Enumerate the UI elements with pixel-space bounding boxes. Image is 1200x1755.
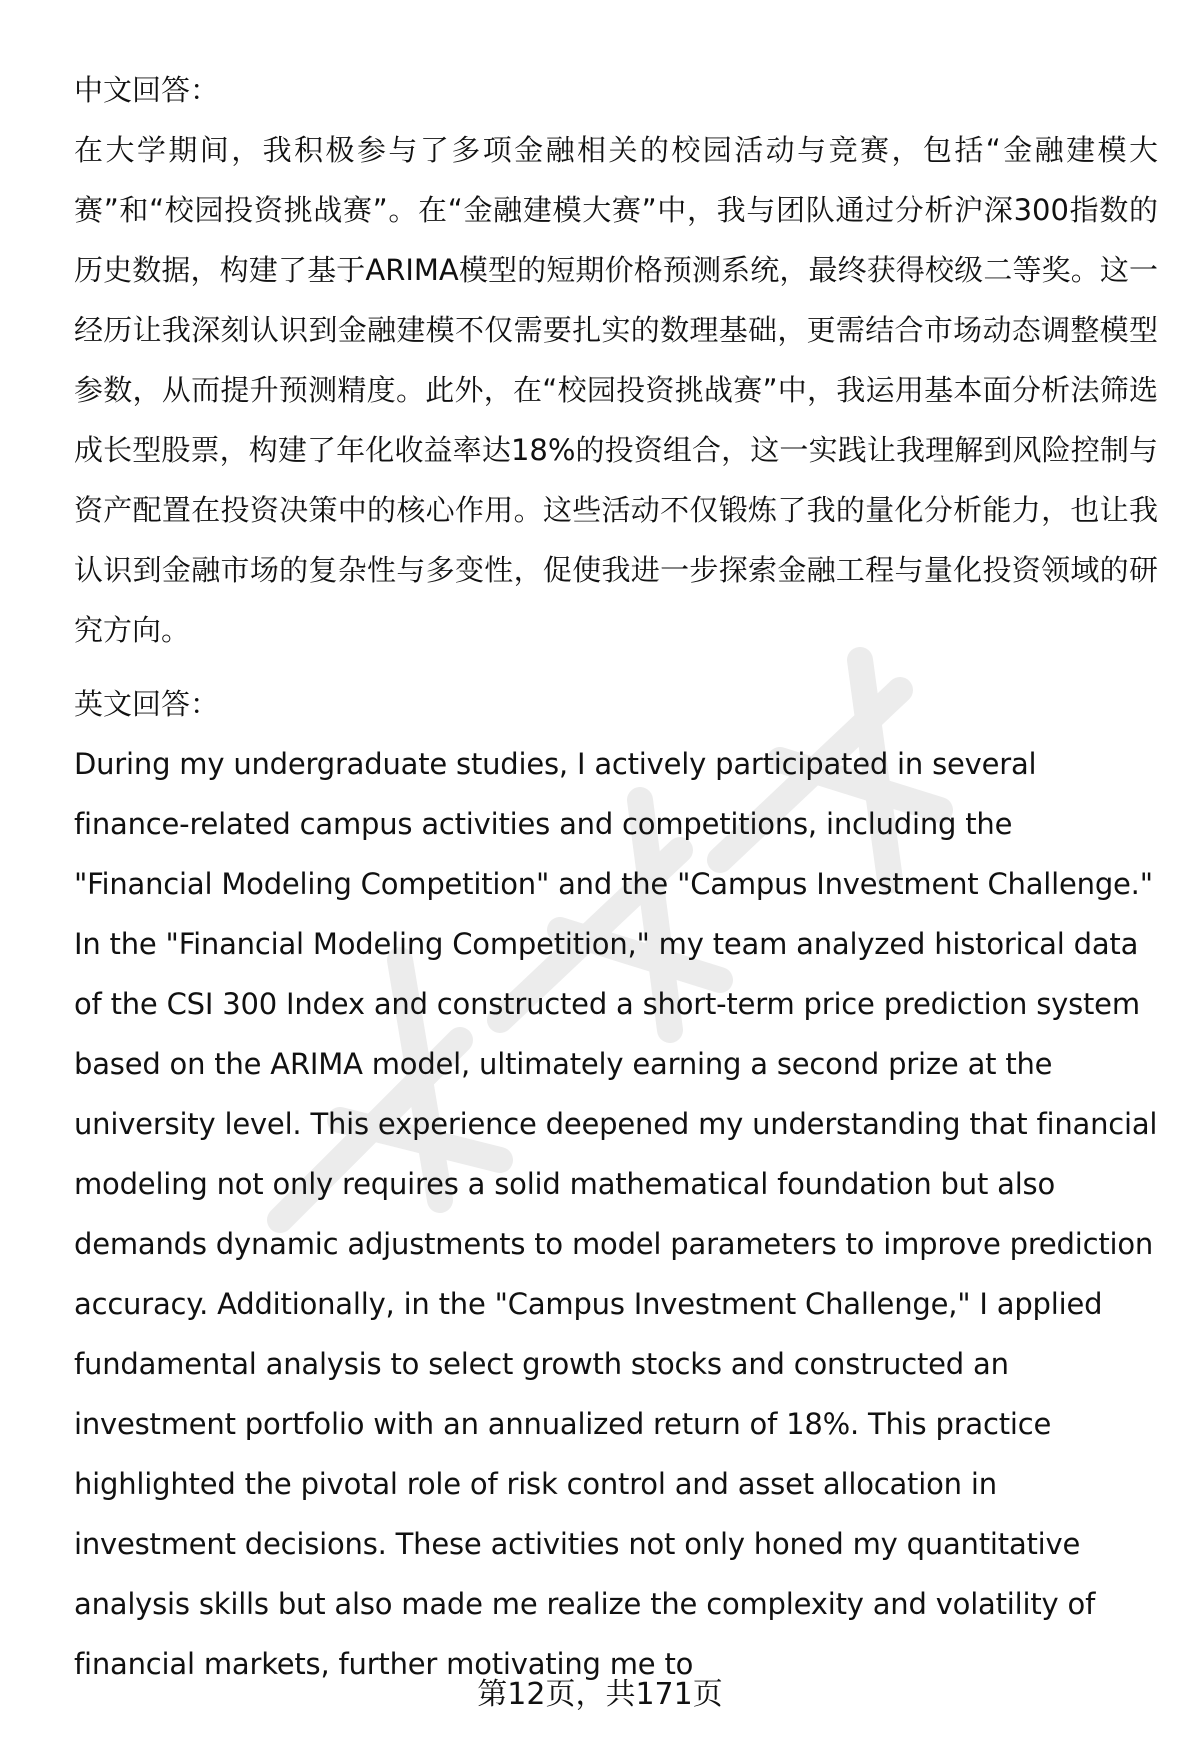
- en-answer-paragraph: During my undergraduate studies, I actively participated in several finance-related campus activities and competitions, including the "Financial Modeling Competition" and the "Campus Investment Challenge." In the "Financial Modeling Competition," my team analyzed historical data of the CSI 300 Index and constructed a short-term price prediction system based on the ARIMA model, ultimately earning a second prize at the university level. This experience deepened my understanding that financial modeling not only requires a solid mathematical foundation but also demands dynamic adjustments to model parameters to improve prediction accuracy. Additionally, in the "Campus Investment Challenge," I applied fundamental analysis to select growth stocks and constructed an investment portfolio with an annualized return of 18%. This practice highlighted the pivotal role of risk control and asset allocation in investment decisions. These activities not only honed my quantitative analysis skills but also made me realize the complexity and volatility of financial markets, further motivating me to: [74, 747, 1158, 1681]
- page-number: 第12页，共171页: [477, 1677, 723, 1712]
- zh-section-label: 中文回答：: [74, 73, 220, 107]
- en-section-label: 英文回答：: [74, 687, 220, 721]
- zh-answer-paragraph: 在大学期间，我积极参与了多项金融相关的校园活动与竞赛，包括“金融建模大赛”和“校园投资挑战赛”。在“金融建模大赛”中，我与团队通过分析沪深300指数的历史数据，构建了基于ARIMA模型的短期价格预测系统，最终获得校级二等奖。这一经历让我深刻认识到金融建模不仅需要扎实的数理基础，更需结合市场动态调整模型参数，从而提升预测精度。此外，在“校园投资挑战赛”中，我运用基本面分析法筛选成长型股票，构建了年化收益率达18%的投资组合，这一实践让我理解到风险控制与资产配置在投资决策中的核心作用。这些活动不仅锻炼了我的量化分析能力，也让我认识到金融市场的复杂性与多变性，促使我进一步探索金融工程与量化投资领域的研究方向。: [74, 133, 1158, 647]
- document-body: [74, 60, 1158, 1694]
